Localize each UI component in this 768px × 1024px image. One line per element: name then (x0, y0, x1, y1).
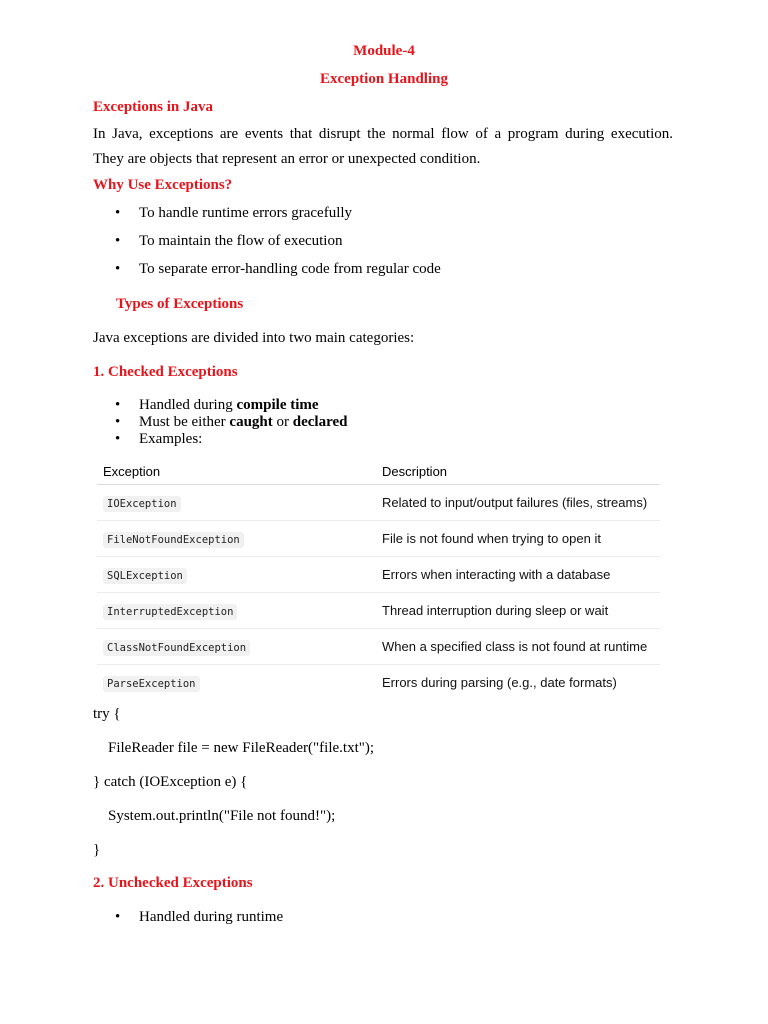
types-intro: Java exceptions are divided into two main categories: (93, 330, 415, 346)
table-header-row (97, 458, 660, 485)
table-row (97, 665, 660, 701)
heading-exceptions-in-java: Exceptions in Java (93, 99, 214, 115)
unchecked-list (93, 908, 283, 926)
list-item: • Must be either caught or declared (115, 414, 348, 430)
intro-paragraph-line-1: In Java, exceptions are events that disrupt the normal flow of a program during execution. (93, 126, 673, 142)
code-line: } (93, 842, 101, 858)
table-row (97, 485, 660, 521)
code-line: } catch (IOException e) { (93, 774, 248, 790)
list-item: • Examples: (115, 431, 203, 447)
code-line: try { (93, 706, 121, 722)
column-header-description: Description (376, 458, 660, 485)
heading-why-use-exceptions: Why Use Exceptions? (93, 177, 233, 193)
bullet-icon: • (115, 205, 121, 221)
exception-description-cell: When a specified class is not found at runtime (376, 629, 660, 665)
table-row (97, 557, 660, 593)
page-title: Exception Handling (320, 71, 448, 87)
code-line: System.out.println("File not found!"); (93, 808, 336, 824)
intro-paragraph-line-2: They are objects that represent an error or unexpected condition. (93, 151, 481, 167)
table-row (97, 593, 660, 629)
bullet-icon: • (115, 909, 121, 925)
exception-description-cell: Errors during parsing (e.g., date formats) (382, 675, 617, 690)
bullet-icon: • (115, 397, 121, 413)
exception-name-cell: ClassNotFoundException (97, 629, 376, 665)
heading-unchecked-exceptions: 2. Unchecked Exceptions (93, 875, 253, 891)
exception-description-cell: File is not found when trying to open it (376, 521, 660, 557)
exception-name-cell: SQLException (97, 557, 376, 593)
exception-description-cell: Related to input/output failures (files, streams) (376, 485, 660, 521)
bullet-icon: • (115, 233, 121, 249)
exception-name-cell: FileNotFoundException (97, 521, 376, 557)
code-line: FileReader file = new FileReader("file.txt"); (93, 740, 375, 756)
intro-paragraph (93, 122, 673, 172)
list-item: • To separate error-handling code from regular code (115, 261, 441, 277)
checked-list (93, 397, 347, 448)
list-item: • To maintain the flow of execution (115, 233, 343, 249)
table-row (97, 629, 660, 665)
exception-name-cell: InterruptedException (97, 593, 376, 629)
column-header-exception: Exception (97, 458, 376, 485)
exception-name-cell: ParseException (97, 665, 376, 701)
bullet-icon: • (115, 431, 121, 447)
table-row (97, 521, 660, 557)
exception-description-cell: Errors when interacting with a database (376, 557, 660, 593)
list-item: • Handled during runtime (115, 909, 284, 925)
module-label: Module-4 (353, 43, 415, 59)
bullet-icon: • (115, 414, 121, 430)
bullet-icon: • (115, 261, 121, 277)
heading-checked-exceptions: 1. Checked Exceptions (93, 364, 238, 380)
list-item: • To handle runtime errors gracefully (115, 205, 353, 221)
list-item: • Handled during compile time (115, 397, 319, 413)
why-use-list (93, 204, 441, 278)
exception-name-cell: IOException (97, 485, 376, 521)
exceptions-table (97, 458, 660, 700)
heading-types-of-exceptions: Types of Exceptions (116, 296, 244, 312)
exception-description-cell: Thread interruption during sleep or wait (376, 593, 660, 629)
